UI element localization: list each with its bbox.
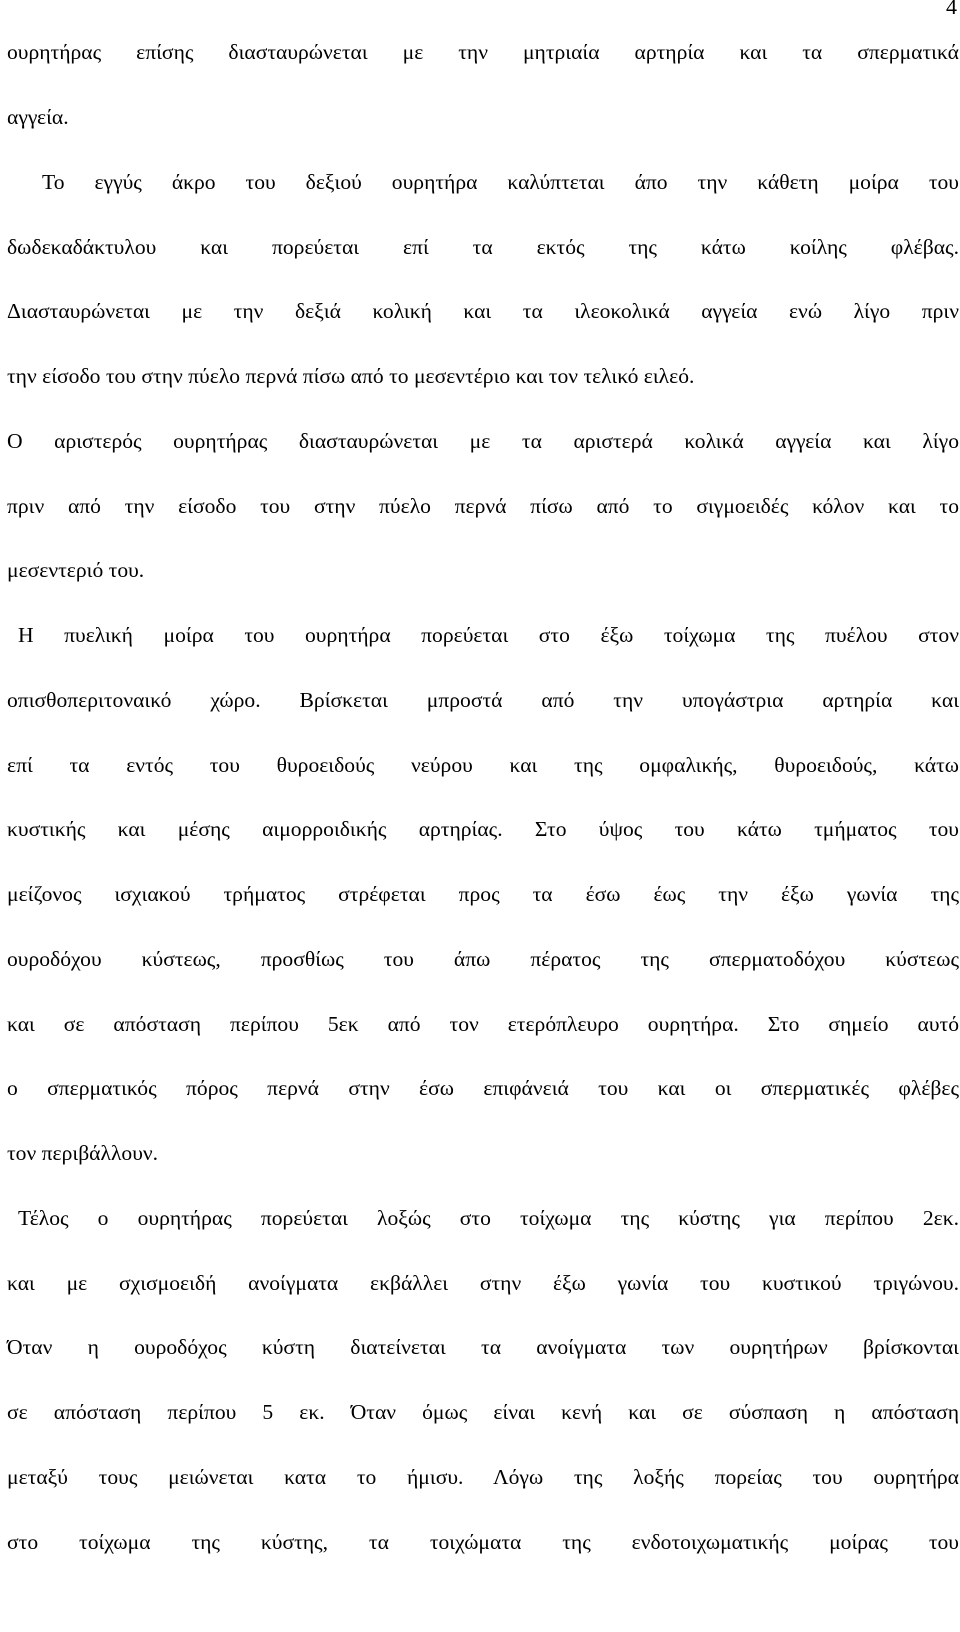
text-line: την είσοδο του στην πύελο περνά πίσω από το μεσεντέριο και τον τελικό ειλεό. [7,364,695,388]
text-line: και με σχισμοειδή ανοίγματα εκβάλλει στην έξω γωνία του κυστικού τριγώνου. [7,1271,959,1295]
text-line: Ο αριστερός ουρητήρας διασταυρώνεται με τα αριστερά κολικά αγγεία και λίγο [7,429,959,453]
text-line: σε απόσταση περίπου 5 εκ. Όταν όμως είναι κενή και σε σύσπαση η απόσταση [7,1400,959,1424]
text-line: Τέλος ο ουρητήρας πορεύεται λοξώς στο τοίχωμα της κύστης για περίπου 2εκ. [18,1206,959,1230]
text-line: ο σπερματικός πόρος περνά στην έσω επιφάνειά του και οι σπερματικές φλέβες [7,1076,959,1100]
text-line: Η πυελική μοίρα του ουρητήρα πορεύεται στο έξω τοίχωμα της πυέλου στον [18,623,959,647]
text-line: επί τα εντός του θυροειδούς νεύρου και της ομφαλικής, θυροειδούς, κάτω [7,753,959,777]
text-line: δωδεκαδάκτυλου και πορεύεται επί τα εκτός της κάτω κοίλης φλέβας. [7,235,959,259]
text-line: και σε απόσταση περίπου 5εκ από τον ετερόπλευρο ουρητήρα. Στο σημείο αυτό [7,1012,959,1036]
text-line: ουροδόχου κύστεως, προσθίως του άπω πέρατος της σπερματοδόχου κύστεως [7,947,959,971]
page-number: 4 [946,0,957,19]
text-line: Το εγγύς άκρο του δεξιού ουρητήρα καλύπτεται άπο την κάθετη μοίρα του [42,170,959,194]
text-line: Διασταυρώνεται με την δεξιά κολική και τα ιλεοκολικά αγγεία ενώ λίγο πριν [7,299,959,323]
text-line: πριν από την είσοδο του στην πύελο περνά πίσω από το σιγμοειδές κόλον και το [7,494,959,518]
text-line: κυστικής και μέσης αιμορροιδικής αρτηρίας. Στο ύψος του κάτω τμήματος του [7,817,959,841]
text-line: στο τοίχωμα της κύστης, τα τοιχώματα της ενδοτοιχωματικής μοίρας του [7,1530,959,1554]
text-line: τον περιβάλλουν. [7,1141,159,1165]
text-line: αγγεία. [7,105,69,129]
text-line: Όταν η ουροδόχος κύστη διατείνεται τα ανοίγματα των ουρητήρων βρίσκονται [7,1335,959,1359]
text-line: ουρητήρας επίσης διασταυρώνεται με την μητριαία αρτηρία και τα σπερματικά [7,40,959,64]
text-line: μείζονος ισχιακού τρήματος στρέφεται προς τα έσω έως την έξω γωνία της [7,882,959,906]
text-line: μεταξύ τους μειώνεται κατα το ήμισυ. Λόγω της λοξής πορείας του ουρητήρα [7,1465,959,1489]
text-line: μεσεντεριό του. [7,558,145,582]
text-line: οπισθοπεριτοναικό χώρο. Βρίσκεται μπροστά από την υπογάστρια αρτηρία και [7,688,959,712]
